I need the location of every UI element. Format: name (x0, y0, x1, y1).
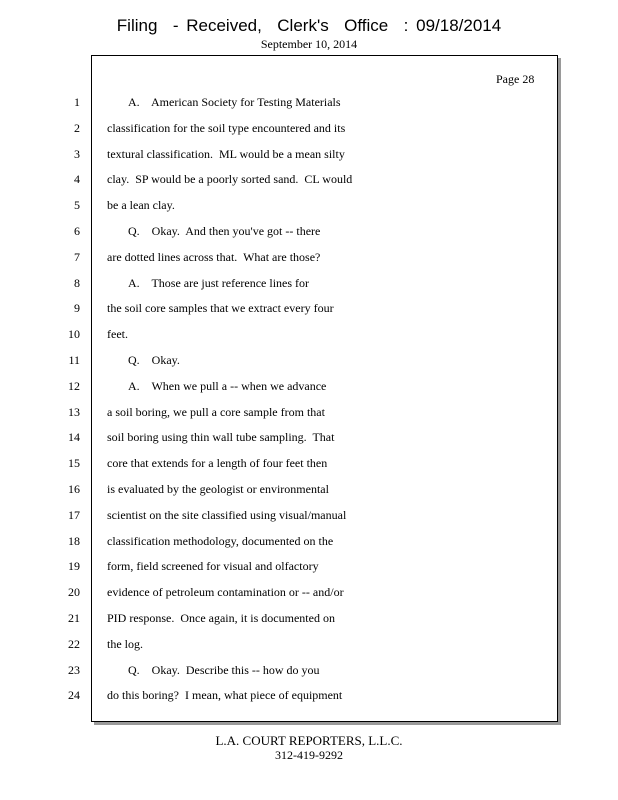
transcript-line (0, 482, 618, 508)
line-text: soil boring using thin wall tube sampling. That (107, 430, 335, 445)
transcript-line (0, 534, 618, 560)
deposition-date: September 10, 2014 (260, 37, 358, 51)
line-number: 14 (68, 430, 80, 445)
transcript-line (0, 688, 618, 714)
transcript-line (0, 276, 618, 302)
page-number: Page 28 (496, 72, 535, 86)
line-number: 3 (74, 146, 80, 161)
line-number: 1 (74, 95, 80, 109)
line-number: 7 (74, 249, 80, 264)
line-number: 5 (74, 198, 80, 213)
transcript-line (0, 172, 618, 198)
reporter-phone: 312-419-9292 (275, 748, 343, 762)
line-number: 19 (68, 559, 80, 574)
line-number: 21 (68, 611, 80, 625)
line-number: 11 (68, 353, 80, 367)
transcript-line (0, 224, 618, 250)
line-text: core that extends for a length of four feet then (107, 456, 328, 471)
line-text: textural classification. ML would be a mean silty (107, 146, 345, 161)
transcript-line (0, 379, 618, 405)
line-text: Q. Okay. (128, 353, 180, 367)
line-text: clay. SP would be a poorly sorted sand. CL would (107, 172, 353, 187)
line-text: be a lean clay. (107, 198, 175, 213)
transcript-line (0, 301, 618, 327)
line-text: feet. (107, 327, 128, 342)
line-text: A. When we pull a -- when we advance (128, 378, 327, 393)
line-number: 17 (68, 507, 80, 522)
line-number: 2 (74, 120, 80, 135)
line-number: 9 (74, 301, 80, 316)
line-text: a soil boring, we pull a core sample from that (107, 404, 325, 419)
line-number: 15 (68, 456, 80, 471)
transcript-line (0, 430, 618, 456)
line-text: evidence of petroleum contamination or -- and/or (107, 585, 344, 600)
line-text: classification methodology, documented on the (107, 533, 334, 548)
line-text: do this boring? I mean, what piece of equipment (107, 688, 343, 703)
line-text: are dotted lines across that. What are those? (107, 249, 321, 264)
line-text: A. Those are just reference lines for (128, 275, 310, 290)
transcript-line (0, 456, 618, 482)
line-text: the soil core samples that we extract every four (107, 301, 334, 316)
transcript-line (0, 508, 618, 534)
transcript-line (0, 559, 618, 585)
line-text: PID response. Once again, it is documented on (107, 611, 335, 625)
line-text: A. American Society for Testing Materials (128, 95, 341, 109)
transcript-line (0, 663, 618, 689)
line-number: 6 (74, 224, 80, 238)
transcript-line (0, 611, 618, 637)
line-number: 10 (68, 327, 80, 342)
line-number: 16 (68, 482, 80, 496)
transcript-line (0, 327, 618, 353)
filing-stamp: Filing - Received, Clerk's Office : 09/18/2014 (116, 16, 502, 35)
line-text: is evaluated by the geologist or environmental (107, 482, 329, 496)
transcript-line (0, 250, 618, 276)
transcript-line (0, 353, 618, 379)
line-number: 24 (68, 688, 80, 703)
transcript-line (0, 95, 618, 121)
transcript-line (0, 147, 618, 173)
reporter-company: L.A. COURT REPORTERS, L.L.C. (215, 733, 403, 748)
line-number: 8 (74, 275, 80, 290)
line-number: 4 (74, 172, 80, 187)
line-text: Q. Okay. And then you've got -- there (128, 224, 321, 238)
line-number: 13 (68, 404, 80, 419)
transcript-line (0, 637, 618, 663)
line-text: form, field screened for visual and olfactory (107, 559, 319, 574)
line-text: scientist on the site classified using visual/manual (107, 507, 347, 522)
transcript-line (0, 585, 618, 611)
line-number: 20 (68, 585, 80, 600)
line-number: 23 (68, 662, 80, 677)
line-text: classification for the soil type encountered and its (107, 120, 346, 135)
line-text: Q. Okay. Describe this -- how do you (128, 662, 320, 677)
line-text: the log. (107, 636, 143, 651)
line-number: 18 (68, 533, 80, 548)
line-number: 12 (68, 378, 80, 393)
transcript-line (0, 121, 618, 147)
transcript-line (0, 405, 618, 431)
line-number: 22 (68, 636, 80, 651)
transcript-line (0, 198, 618, 224)
